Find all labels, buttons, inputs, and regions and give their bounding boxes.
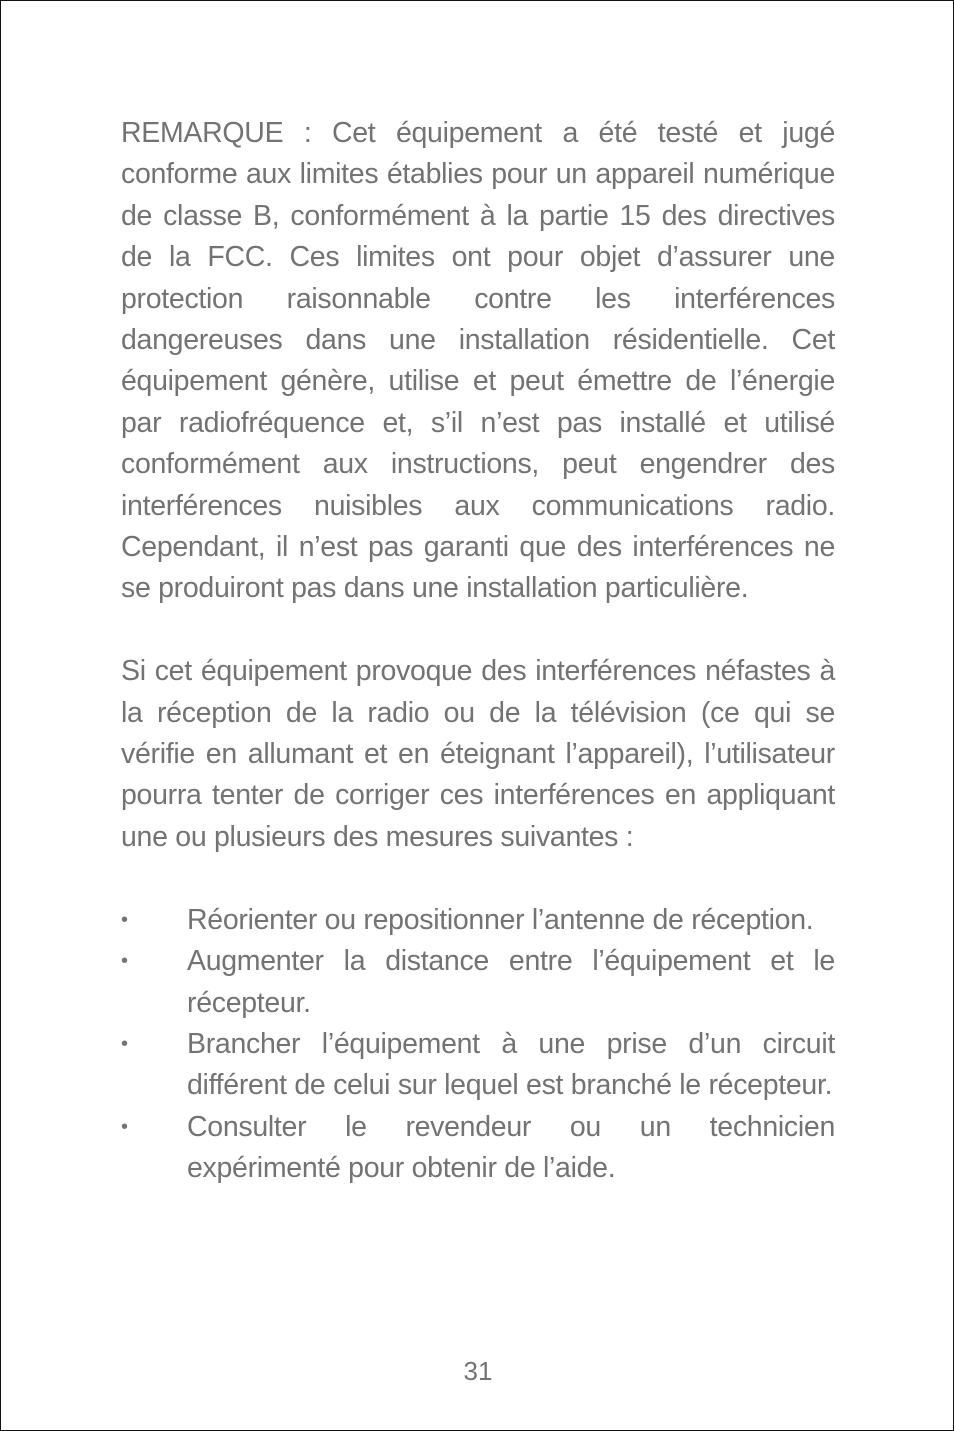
- list-item: [121, 1107, 835, 1190]
- list-item-text: Consulter le revendeur ou un technicien expérimenté pour obtenir de l’aide.: [187, 1110, 835, 1185]
- list-item: [121, 900, 835, 941]
- list-item: [121, 1024, 835, 1107]
- interference-paragraph: Si cet équipement provoque des interférences néfastes à la réception de la radio ou de la télévision (ce qui se vérifie en allumant et en éteignant l’appareil), l’utilisateur pourra tenter de corriger ces interférences en appliquant une ou plusieurs des mesures suivantes :: [121, 655, 835, 853]
- page-content: [121, 113, 835, 1190]
- bullet-icon: •: [121, 950, 128, 973]
- bullet-icon: •: [121, 1115, 128, 1138]
- fcc-remark-paragraph: REMARQUE : Cet équipement a été testé et jugé conforme aux limites établies pour un appareil numérique de classe B, conformément à la partie 15 des directives de la FCC. Ces limites ont pour objet d’assurer une protection raisonnable contre les interférences dangereuses dans une installation résidentielle. Cet équipement génère, utilise et peut émettre de l’énergie par radiofréquence et, s’il n’est pas installé et utilisé conformément aux instructions, peut engendrer des interférences nuisibles aux communications radio. Cependant, il n’est pas garanti que des interférences ne se produiront pas dans une installation particulière.: [121, 117, 835, 605]
- bullet-icon: •: [121, 908, 128, 931]
- list-item: [121, 941, 835, 1024]
- measures-list: [121, 900, 835, 1190]
- list-item-text: Brancher l’équipement à une prise d’un circuit différent de celui sur lequel est branché le récepteur.: [187, 1027, 835, 1102]
- bullet-icon: •: [121, 1032, 128, 1055]
- page-number: 31: [463, 1356, 493, 1386]
- list-item-text: Augmenter la distance entre l’équipement et le récepteur.: [187, 945, 835, 1019]
- list-item-text: Réorienter ou repositionner l’antenne de réception.: [187, 903, 814, 936]
